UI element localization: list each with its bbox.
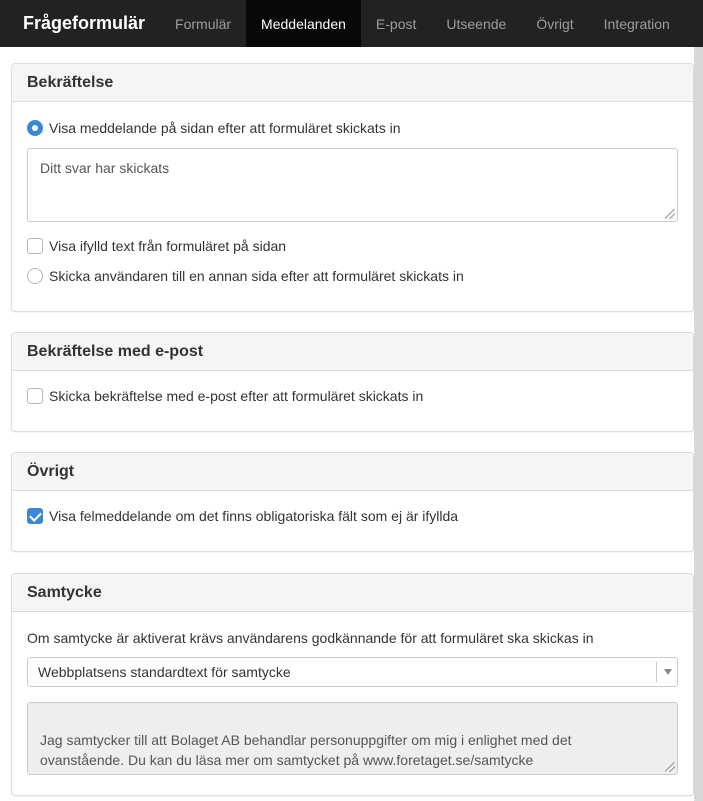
send-email-label: Skicka bekräftelse med e-post efter att formuläret skickats in [49,388,424,404]
tab-utseende[interactable]: Utseende [446,15,507,32]
show-message-radio[interactable] [27,120,43,136]
select-divider [656,662,657,682]
consent-select-value: Webbplatsens standardtext för samtycke [38,664,291,680]
consent-text-select[interactable] [27,657,678,687]
email-confirmation-panel [11,332,694,432]
consent-text-line-2: ovanstående. Du kan du läsa mer om samtycket på www.foretaget.se/samtycke [40,752,534,768]
confirmation-panel-title: Bekräftelse [12,64,693,102]
tab-integration[interactable]: Integration [603,15,670,32]
send-email-checkbox[interactable] [27,388,43,404]
top-navbar [0,0,703,47]
consent-text-line-1: Jag samtycker till att Bolaget AB behandlar personuppgifter om mig i enlighet med det [40,732,572,748]
message-text: Ditt svar har skickats [40,160,170,176]
other-panel [11,452,694,552]
redirect-radio[interactable] [27,268,43,284]
tab-meddelanden[interactable]: Meddelanden [246,0,361,47]
redirect-label: Skicka användaren till en annan sida efter att formuläret skickats in [49,268,464,284]
chevron-down-icon[interactable] [664,669,672,675]
redirect-option[interactable] [27,266,678,286]
tab-formular[interactable]: Formulär [175,15,232,32]
resize-handle-icon[interactable] [665,209,675,219]
show-errors-option[interactable] [27,506,678,526]
message-textarea[interactable] [27,148,678,222]
consent-text-area[interactable] [27,702,678,775]
show-filled-checkbox[interactable] [27,238,43,254]
send-email-option[interactable] [27,386,678,406]
consent-description: Om samtycke är aktiverat krävs användarens godkännande för att formuläret ska skickas in [27,630,594,646]
show-errors-checkbox[interactable] [27,508,43,524]
main-content [0,47,703,801]
tab-ovrigt[interactable]: Övrigt [536,15,574,32]
show-errors-label: Visa felmeddelande om det finns obligatoriska fält som ej är ifyllda [49,508,459,524]
show-filled-option[interactable] [27,236,678,256]
consent-panel [11,573,694,796]
resize-handle-icon[interactable] [665,762,675,772]
show-filled-label: Visa ifylld text från formuläret på sidan [49,238,287,254]
show-message-label: Visa meddelande på sidan efter att formuläret skickats in [49,120,401,136]
app-brand[interactable]: Frågeformulär [23,13,146,33]
email-confirmation-panel-title: Bekräftelse med e-post [12,333,693,371]
consent-panel-title: Samtycke [12,574,693,612]
tab-epost[interactable]: E-post [375,15,417,32]
other-panel-title: Övrigt [12,453,693,491]
confirmation-panel [11,63,694,312]
show-message-option[interactable] [27,118,678,138]
